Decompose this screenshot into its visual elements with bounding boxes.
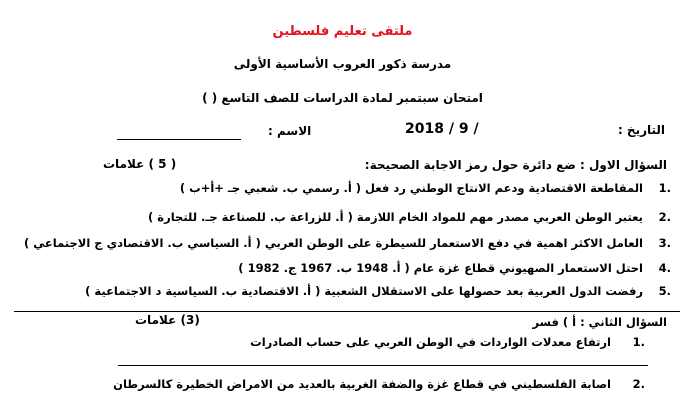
item-number: .1: [658, 181, 671, 195]
question1-item: [85, 284, 671, 298]
item-number: .2: [632, 377, 645, 391]
date-label: التاريخ :: [617, 123, 665, 137]
exam-title: امتحان سبتمبر لمادة الدراسات للصف التاسع ( ): [202, 91, 483, 105]
question1-item: [148, 210, 671, 224]
item-text: المقاطعة الاقتصادية ودعم الانتاج الوطني رد فعل ( أ. رسمي ب. شعبي جـ +أ+ب ): [179, 181, 643, 195]
section-divider: [14, 311, 680, 312]
item-text: يعتبر الوطن العربي مصدر مهم للمواد الخام اللازمة ( أ. للزراعة ب. للصناعة جـ. للتجارة ): [148, 210, 643, 224]
question2-title: السؤال الثاني : أ ) فسر: [532, 315, 667, 329]
question1-title: السؤال الاول : ضع دائرة حول رمز الاجابة الصحيحة:: [364, 158, 667, 172]
item-text: اصابة الفلسطيني في قطاع غزة والضفة الغربية بالعديد من الامراض الخطيرة كالسرطان: [113, 377, 611, 391]
question1-item: [180, 181, 671, 195]
question2-marks: (3) علامات: [135, 313, 200, 327]
item-number: .3: [658, 236, 671, 250]
date-value: 2018 / 9 /: [405, 121, 479, 137]
site-title: ملتقى تعليم فلسطين: [272, 24, 413, 39]
school-name: مدرسة ذكور العروب الأساسية الأولى: [233, 57, 452, 71]
item-number: .4: [658, 261, 671, 275]
item-number: .2: [658, 210, 671, 224]
item-text: احتل الاستعمار الصهيوني قطاع غزة عام ( أ. 1948 ب. 1967 ج. 1982 ): [238, 261, 643, 275]
item-text: ارتفاع معدلات الواردات في الوطن العربي على حساب الصادرات: [250, 335, 611, 349]
item-text: العامل الاكثر اهمية في دفع الاستعمار للسيطرة على الوطن العربي ( أ. السياسي ب. الاقتصادي ج الاجتماعي ): [24, 236, 643, 250]
question1-marks: ( 5 ) علامات: [103, 157, 177, 171]
answer-blank-line: [118, 365, 648, 366]
item-text: رفضت الدول العربية بعد حصولها على الاستقلال الشعبية ( أ. الاقتصادية ب. السياسية د الاجتماعية ): [85, 284, 643, 298]
question1-item: [238, 261, 671, 275]
item-number: .1: [632, 335, 645, 349]
question1-item: [24, 236, 671, 250]
name-blank-line: [117, 139, 241, 140]
name-label: الاسم :: [268, 124, 312, 138]
item-number: .5: [658, 284, 671, 298]
question2-item: [113, 377, 645, 391]
question2-item: [250, 335, 645, 349]
